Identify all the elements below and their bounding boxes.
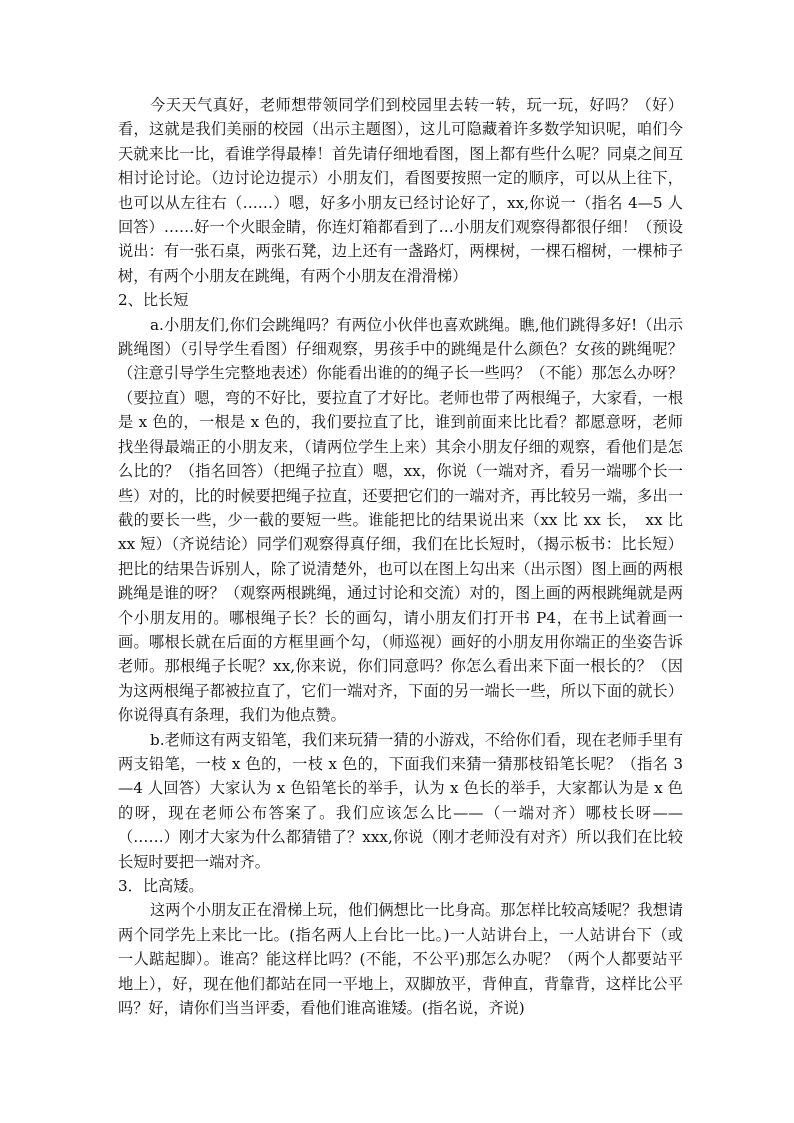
intro-paragraph: 今天天气真好，老师想带领同学们到校园里去转一转，玩一玩，好吗？（好）看，这就是我们美丽的校园（出示主题图），这儿可隐藏着许多数学知识呢，咱们今天就来比一比，看谁学得最棒！首先请仔细地看图，图上都有些什么呢？同桌之间互相讨论讨论。（边讨论边提示）小朋友们，看图要按照一定的顺序，可以从上往下，也可以从左往右（……）嗯，好多小朋友已经讨论好了，xx,你说一（指名 4—5 人回答）……好一个火眼金睛，你连灯箱都看到了…小朋友们观察得都很仔细！（预设说出：有一张石桌，两张石凳，边上还有一盏路灯，两棵树，一棵石榴树，一棵柿子树，有两个小朋友在跳绳，有两个小朋友在滑滑梯） bbox=[118, 96, 683, 285]
document-page bbox=[118, 93, 683, 1020]
section-heading-compare-height: 3．比高矮。 bbox=[118, 877, 204, 895]
paragraph-pencils: b.老师这有两支铅笔，我们来玩猜一猜的小游戏，不给你们看，现在老师手里有两支铅笔，一枝 x 色的，一枝 x 色的，下面我们来猜一猜那枝铅笔长呢？（指名 3—4 人回答）大家认为 x 色铅笔长的举手，认为 x 色长的举手，大家都认为是 x 色的呀，现在老师公布答案了。我们应该怎么比——（一端对齐）哪枝长呀——（……）刚才大家为什么都猜错了？xxx,你说（刚才老师没有对齐）所以我们在比较长短时要把一端对齐。 bbox=[118, 730, 683, 871]
paragraph-jump-rope: a.小朋友们,你们会跳绳吗？有两位小伙伴也喜欢跳绳。瞧,他们跳得多好!（出示跳绳图）（引导学生看图）仔细观察，男孩手中的跳绳是什么颜色？女孩的跳绳呢？（注意引导学生完整地表述）你能看出谁的的绳子长一些吗？（不能）那怎么办呀？（要拉直）嗯，弯的不好比，要拉直了才好比。老师也带了两根绳子，大家看，一根是 x 色的，一根是 x 色的，我们要拉直了比，谁到前面来比比看？都愿意呀，老师找坐得最端正的小朋友来，（请两位学生上来）其余小朋友仔细的观察，看他们是怎么比的？（指名回答）（把绳子拉直）嗯，xx，你说（一端对齐，看另一端哪个长一些）对的，比的时候要把绳子拉直，还要把它们的一端对齐，再比较另一端，多出一截的要长一些，少一截的要短一些。谁能把比的结果说出来（xx 比 xx 长， xx 比 xx 短）（齐说结论）同学们观察得真仔细，我们在比长短时，（揭示板书：比长短）把比的结果告诉别人，除了说清楚外，也可以在图上勾出来（出示图）图上画的两根跳绳是谁的呀？（观察两根跳绳，通过讨论和交流）对的，图上画的两根跳绳就是两个小朋友用的。哪根绳子长？长的画勾，请小朋友们打开书 P4，在书上试着画一画。哪根长就在后面的方框里画个勾，（师巡视）画好的小朋友用你端正的坐姿告诉老师。那根绳子长呢？xx,你来说，你们同意吗？你怎么看出来下面一根长的？（因为这两根绳子都被拉直了，它们一端对齐，下面的另一端长一些，所以下面的就长）你说得真有条理，我们为他点赞。 bbox=[118, 315, 683, 725]
section-heading-compare-length: 2、比长短 bbox=[118, 291, 189, 310]
paragraph-slide: 这两个小朋友正在滑梯上玩，他们俩想比一比身高。那怎样比较高矮呢？我想请两个同学先上来比一比。(指名两人上台比一比。)一人站讲台上，一人站讲台下（或一人踮起脚）。谁高？能这样比吗？(不能，不公平)那怎么办呢？（两个人都要站平地上），好，现在他们都站在同一平地上，双脚放平，背伸直，背靠背，这样比公平吗？好，请你们当当评委，看他们谁高谁矮。(指名说，齐说) bbox=[118, 901, 683, 1018]
